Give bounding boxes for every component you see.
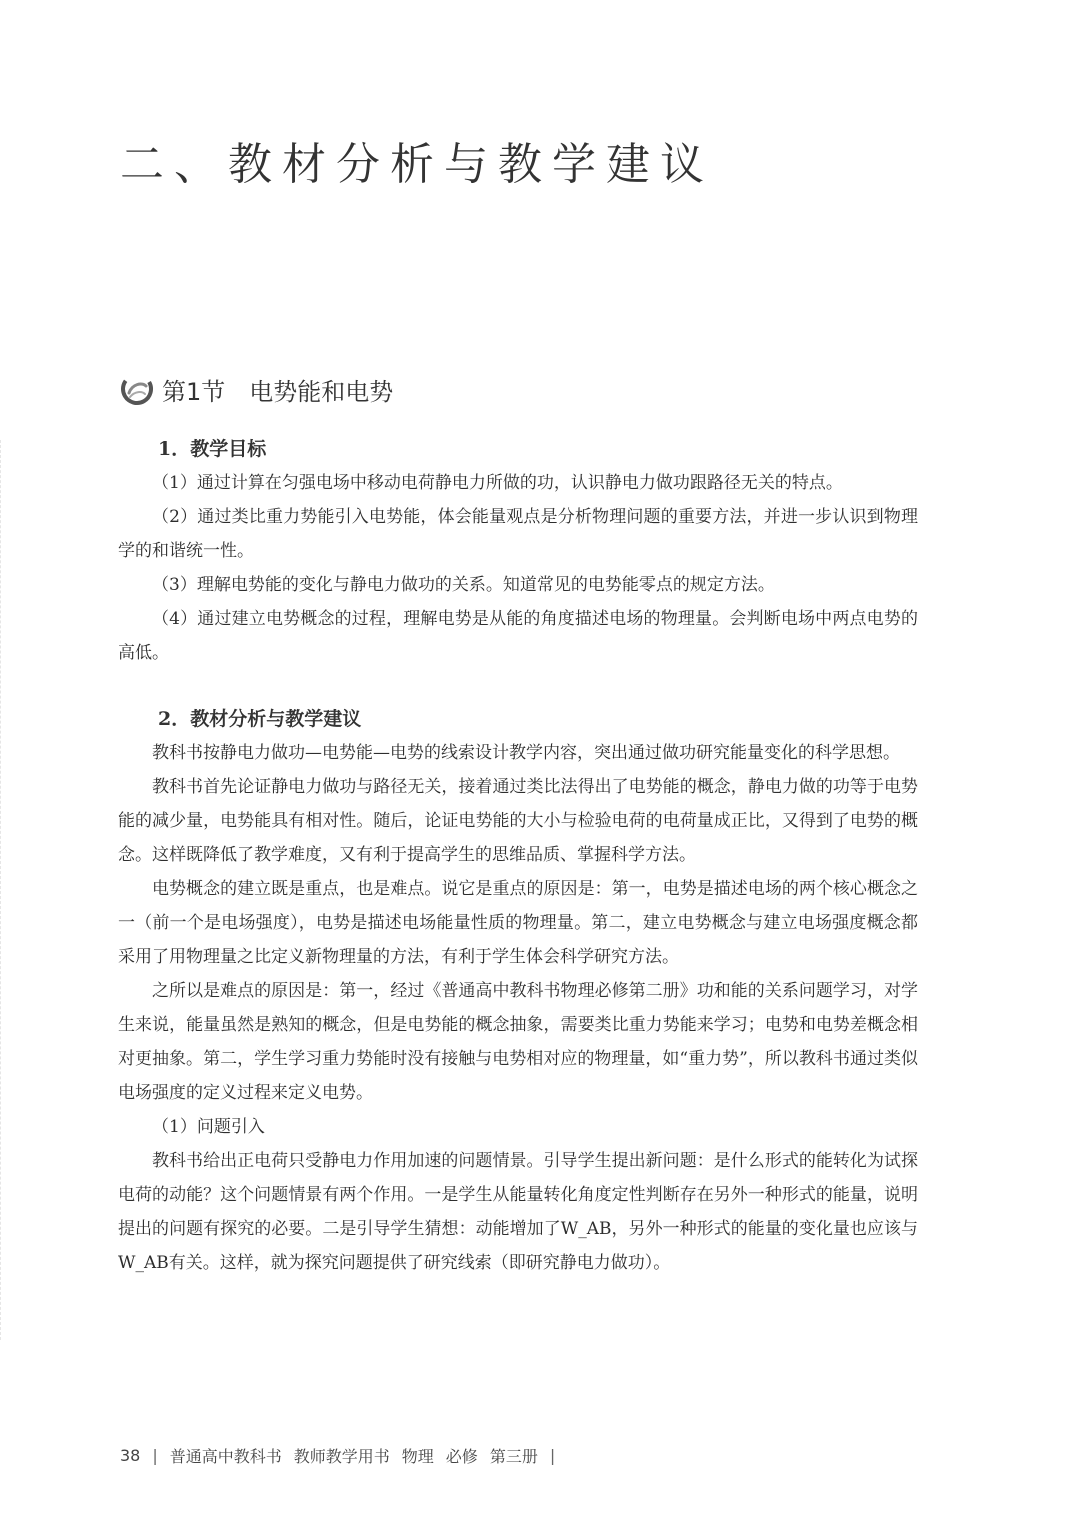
objective-item: （3）理解电势能的变化与静电力做功的关系。知道常见的电势能零点的规定方法。 [152,575,775,595]
footer-divider: | [549,1445,556,1465]
footer-book: 普通高中教科书 [169,1446,282,1466]
footer-type: 必修 [445,1446,478,1466]
section-swirl-icon [120,372,154,406]
footer-volume: 第三册 [489,1446,538,1466]
analysis-paragraph: 之所以是难点的原因是：第一，经过《普通高中教科书物理必修第二册》功和能的关系问题学习，对学生来说，能量虽然是熟知的概念，但是电势能的概念抽象，需要类比重力势能来学习；电势和电势差概念相对更抽象。第二，学生学习重力势能时没有接触与电势相对应的物理量，如“重力势”，所以教科书通过类似电场强度的定义过程来定义电势。 [118,981,918,1103]
analysis-paragraph: 教科书首先论证静电力做功与路径无关，接着通过类比法得出了电势能的概念，静电力做的功等于电势能的减少量，电势能具有相对性。随后，论证电势能的大小与检验电荷的电荷量成正比，又得到了电势的概念。这样既降低了教学难度，又有利于提高学生的思维品质、掌握科学方法。 [118,777,918,865]
objective-item: （1）通过计算在匀强电场中移动电荷静电力所做的功，认识静电力做功跟路径无关的特点。 [152,473,843,493]
footer-divider: | [152,1445,158,1465]
objectives-heading: 1．教学目标 [158,438,267,460]
body-text [118,432,918,1280]
footer-subject: 物理 [401,1446,434,1466]
chapter-title: 二、教材分析与教学建议 [120,139,714,190]
objective-item: （4）通过建立电势概念的过程，理解电势是从能的角度描述电场的物理量。会判断电场中两点电势的高低。 [118,609,918,663]
analysis-paragraph: 教科书按静电力做功—电势能—电势的线索设计教学内容，突出通过做功研究能量变化的科学思想。 [152,743,900,763]
section-title: 第1节 电势能和电势 [162,377,394,406]
footer-guide: 教师教学用书 [293,1446,390,1466]
page-footer [120,1443,567,1467]
binding-margin-line [0,440,2,1340]
analysis-subheading: （1）问题引入 [152,1117,265,1137]
analysis-heading: 2．教材分析与教学建议 [158,708,362,730]
section-heading [120,369,393,409]
page-number: 38 [120,1445,141,1465]
objective-item: （2）通过类比重力势能引入电势能，体会能量观点是分析物理问题的重要方法，并进一步认识到物理学的和谐统一性。 [118,507,918,561]
analysis-paragraph: 电势概念的建立既是重点，也是难点。说它是重点的原因是：第一，电势是描述电场的两个核心概念之一（前一个是电场强度），电势是描述电场能量性质的物理量。第二，建立电势概念与建立电场强度概念都采用了用物理量之比定义新物理量的方法，有利于学生体会科学研究方法。 [118,879,918,967]
analysis-paragraph: 教科书给出正电荷只受静电力作用加速的问题情景。引导学生提出新问题：是什么形式的能转化为试探电荷的动能？这个问题情景有两个作用。一是学生从能量转化角度定性判断存在另外一种形式的能量，说明提出的问题有探究的必要。二是引导学生猜想：动能增加了W_AB，另外一种形式的能量的变化量也应该与W_AB有关。这样，就为探究问题提供了研究线索（即研究静电力做功）。 [118,1151,918,1273]
